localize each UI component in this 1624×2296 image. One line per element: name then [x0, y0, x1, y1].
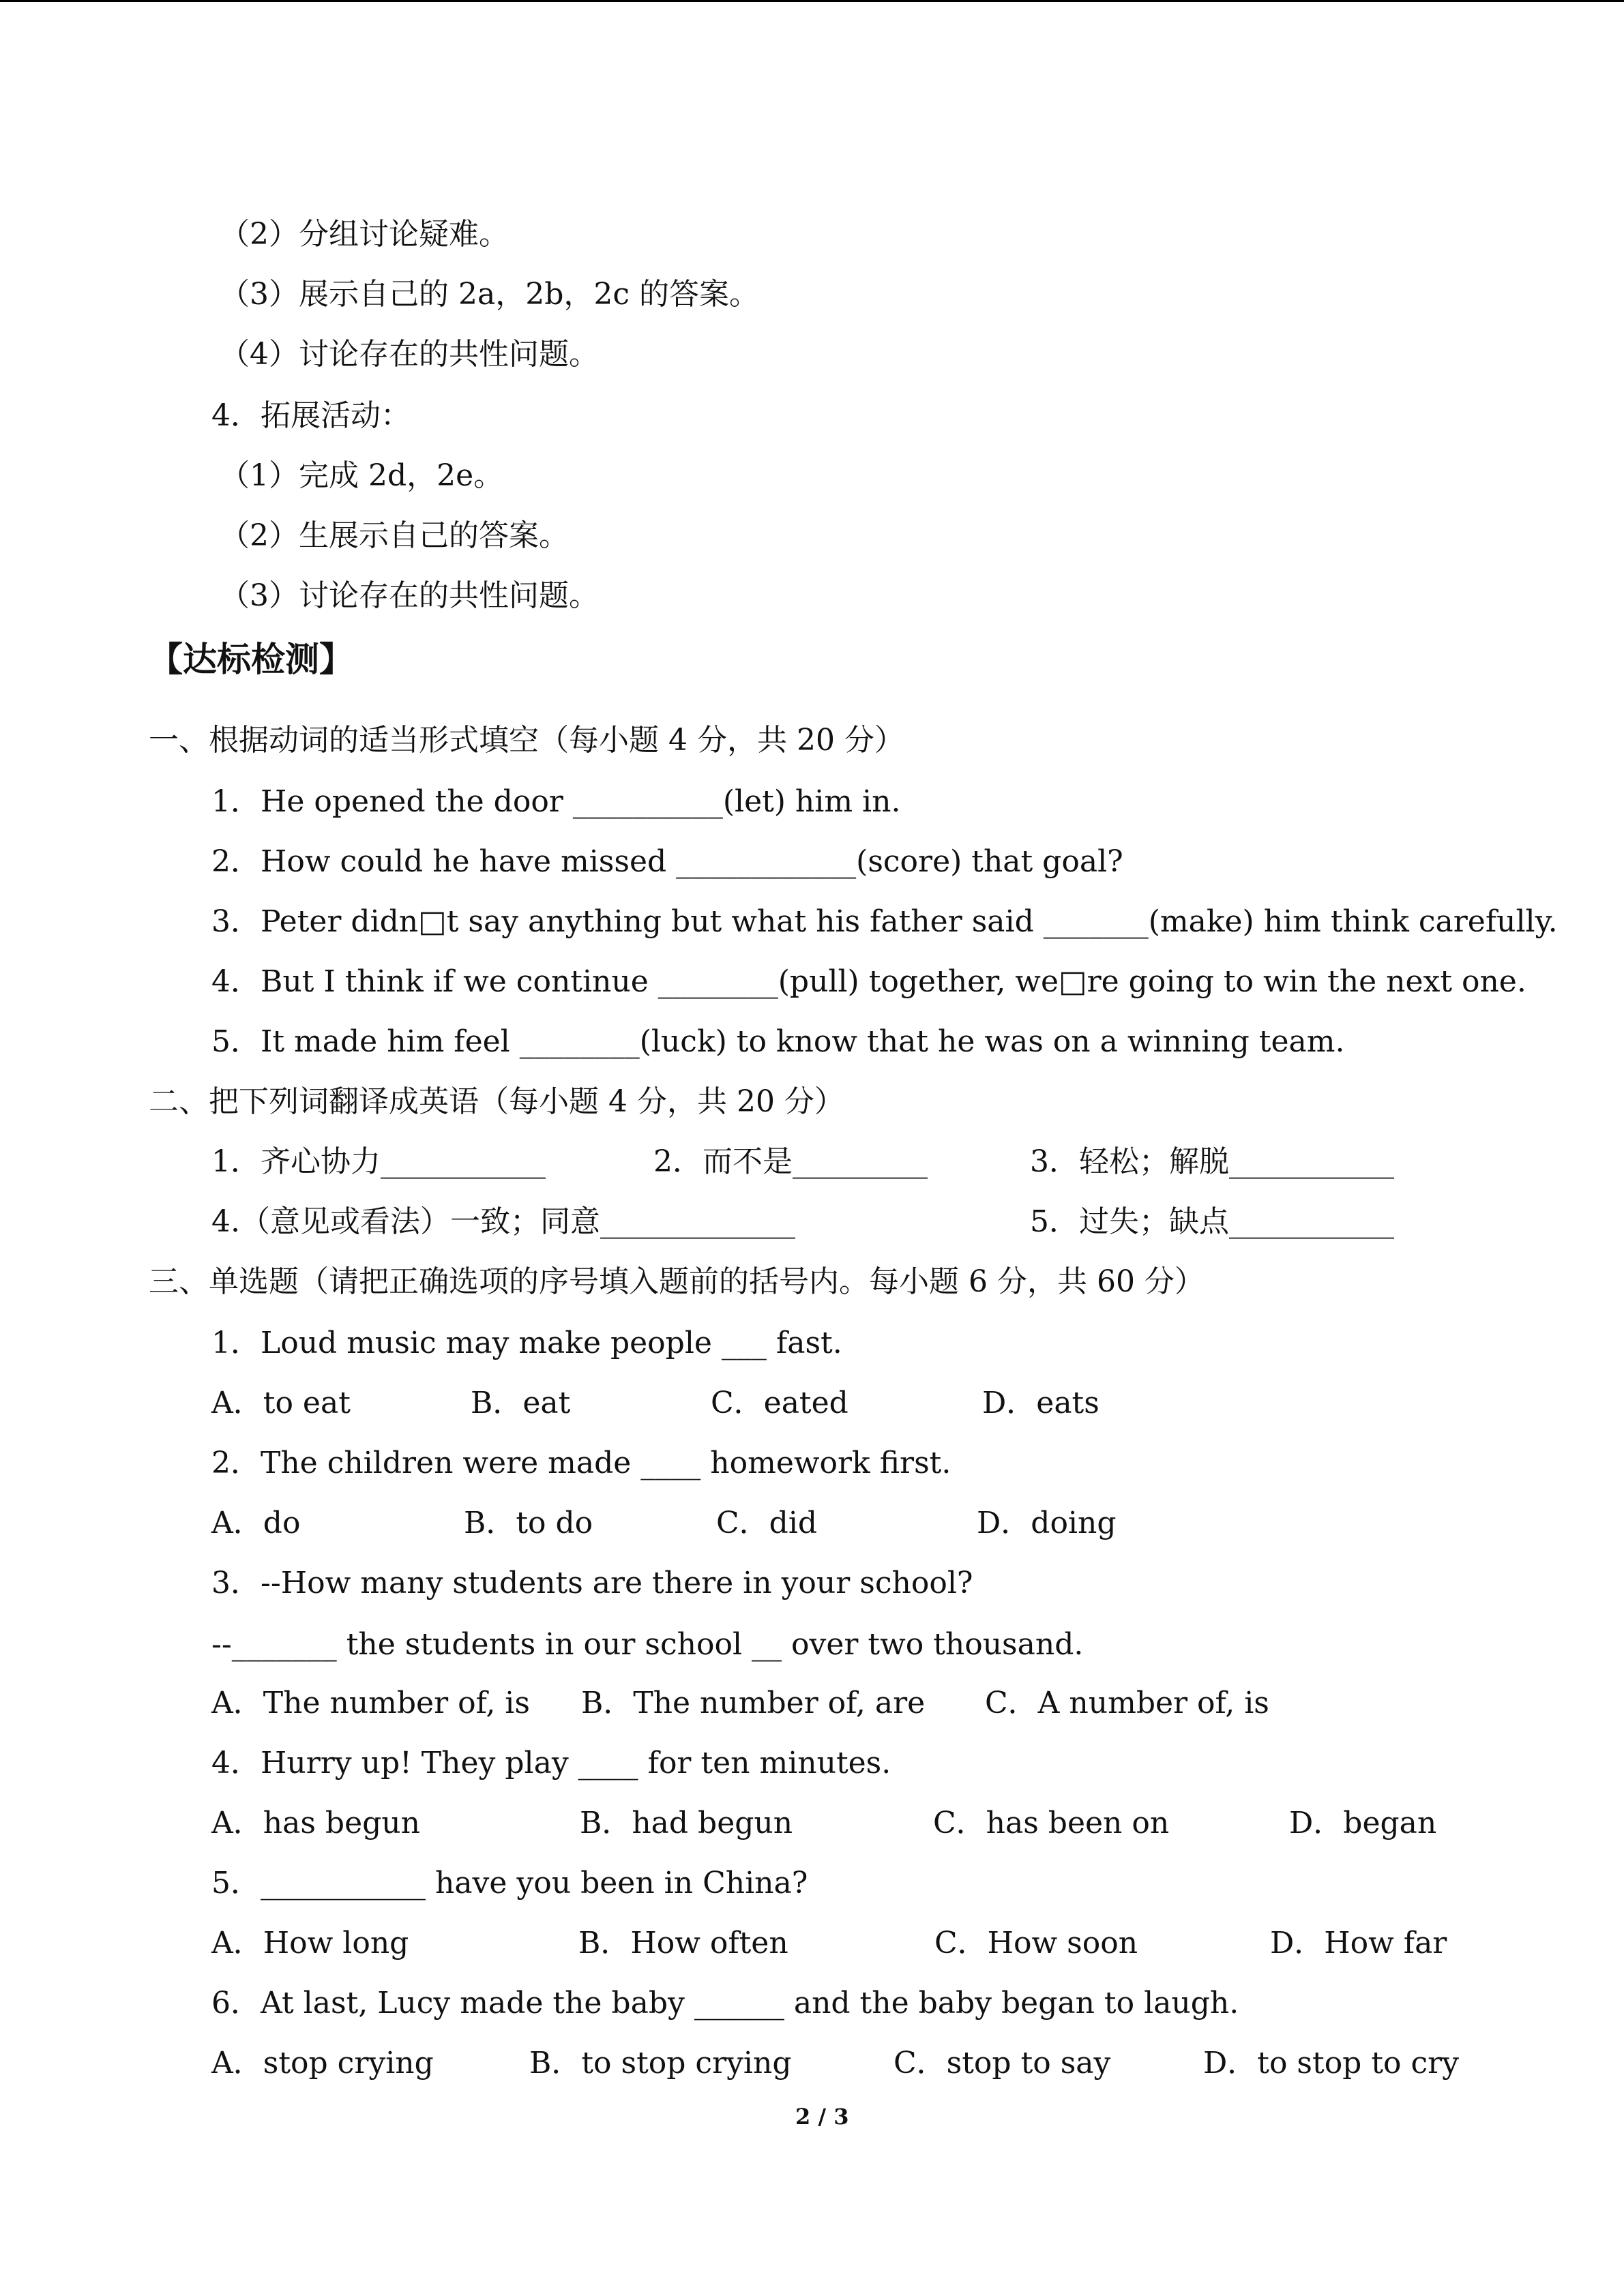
part2-heading: 二、把下列词翻译成英语（每小题 4 分，共 20 分）	[149, 1084, 844, 1119]
option: B．to do	[464, 1506, 593, 1540]
option: A．do	[211, 1506, 301, 1540]
part2-item: 1．齐心协力___________	[211, 1144, 546, 1179]
option: B．to stop crying	[529, 2046, 792, 2081]
extension-3: （3）讨论存在的共性问题。	[220, 578, 599, 613]
question-5: 5．___________ have you been in China?	[211, 1866, 808, 1900]
option: C．A number of, is	[985, 1686, 1269, 1720]
question-6: 6．At last, Lucy made the baby ______ and the baby began to laugh.	[211, 1986, 1239, 2021]
option: B．eat	[471, 1386, 571, 1420]
option: C．has been on	[933, 1806, 1170, 1840]
part1-item: 5．It made him feel ________(luck) to know that he was on a winning team.	[211, 1024, 1345, 1059]
option: A．stop crying	[211, 2046, 434, 2081]
part2-item: 4.（意见或看法）一致；同意_____________	[211, 1204, 795, 1239]
option: B．How often	[578, 1926, 788, 1960]
option: A．has begun	[211, 1806, 420, 1840]
step-2: （2）分组讨论疑难。	[220, 217, 509, 252]
part2-item: 3．轻松；解脱___________	[1030, 1144, 1394, 1179]
part3-heading: 三、单选题（请把正确选项的序号填入题前的括号内。每小题 6 分，共 60 分）	[149, 1264, 1205, 1299]
step-4: （4）讨论存在的共性问题。	[220, 337, 599, 372]
extension-2: （2）生展示自己的答案。	[220, 518, 569, 553]
option: D．eats	[982, 1386, 1099, 1420]
page-number: 2 / 3	[795, 2104, 849, 2130]
question-4: 4．Hurry up! They play ____ for ten minutes.	[211, 1746, 891, 1780]
part1-item: 1．He opened the door __________(let) him in.	[211, 784, 901, 819]
option: D．How far	[1270, 1926, 1447, 1960]
option: C．eated	[711, 1386, 848, 1420]
option: D．doing	[977, 1506, 1117, 1540]
option: B．The number of, are	[581, 1686, 926, 1720]
option: D．to stop to cry	[1203, 2046, 1460, 2081]
part2-item: 5．过失；缺点___________	[1030, 1204, 1394, 1239]
question-1: 1．Loud music may make people ___ fast.	[211, 1326, 842, 1360]
option: C．did	[716, 1506, 818, 1540]
part1-item: 4．But I think if we continue ________(pull) together, we□re going to win the next one.	[211, 964, 1526, 999]
question-3-answer: --_______ the students in our school __ over two thousand.	[211, 1627, 1084, 1662]
part1-item: 3．Peter didn□t say anything but what his father said _______(make) him think carefully.	[211, 904, 1558, 939]
option: B．had begun	[580, 1806, 793, 1840]
top-border	[0, 0, 1624, 2]
option: A．How long	[211, 1926, 409, 1960]
option: D．began	[1289, 1806, 1437, 1840]
extension-1: （1）完成 2d，2e。	[220, 458, 504, 493]
section-title: 【达标检测】	[149, 640, 353, 679]
part1-heading: 一、根据动词的适当形式填空（每小题 4 分，共 20 分）	[149, 723, 904, 758]
option: C．How soon	[934, 1926, 1138, 1960]
option: A．The number of, is	[211, 1686, 530, 1720]
option: C．stop to say	[894, 2046, 1111, 2081]
question-2: 2．The children were made ____ homework first.	[211, 1446, 951, 1480]
extension-title: 4．拓展活动：	[211, 398, 411, 433]
option: A．to eat	[211, 1386, 351, 1420]
part2-item: 2．而不是_________	[653, 1144, 928, 1179]
part1-item: 2．How could he have missed ____________(score) that goal?	[211, 844, 1123, 879]
step-3: （3）展示自己的 2a，2b，2c 的答案。	[220, 277, 759, 312]
question-3: 3．--How many students are there in your school?	[211, 1566, 973, 1600]
